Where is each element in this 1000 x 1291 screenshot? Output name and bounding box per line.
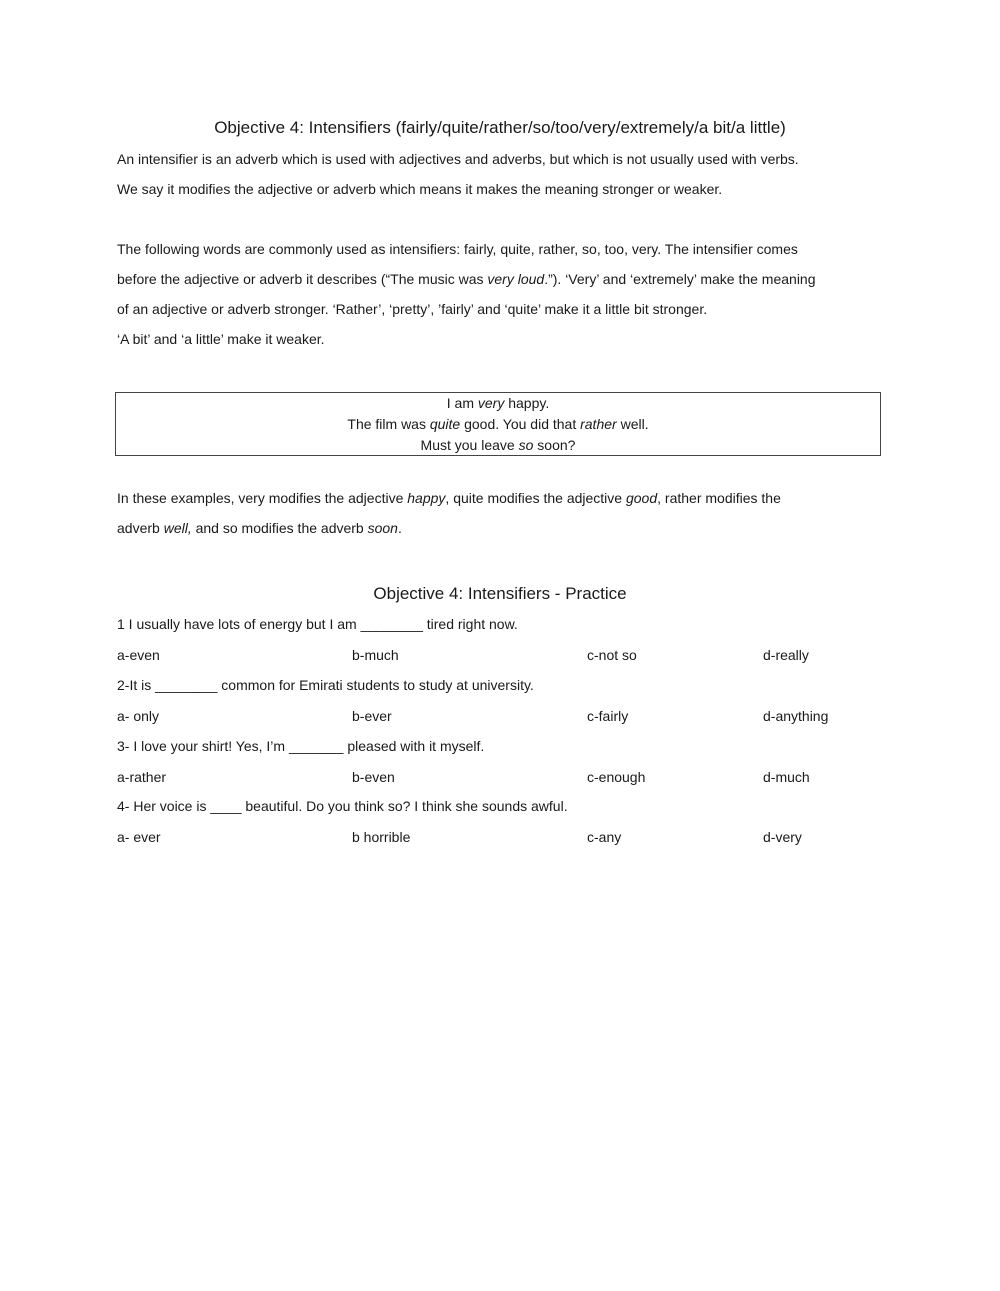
q3-option-d[interactable]: d-much — [763, 769, 810, 785]
q3-option-c[interactable]: c-enough — [587, 769, 646, 785]
q4-option-d[interactable]: d-very — [763, 829, 802, 845]
question-3: 3- I love your shirt! Yes, I’m _______ pleased with it myself. — [117, 738, 485, 754]
q4-option-b[interactable]: b horrible — [352, 829, 411, 845]
q3-option-a[interactable]: a-rather — [117, 769, 167, 785]
practice-title: Objective 4: Intensifiers - Practice — [373, 584, 627, 603]
q3-option-b[interactable]: b-even — [352, 769, 395, 785]
intro-line-2: We say it modifies the adjective or adverb which means it makes the meaning stronger or weaker. — [117, 181, 723, 197]
para2-line-4: ‘A bit’ and ‘a little’ make it weaker. — [117, 331, 325, 347]
explanation-line-1: In these examples, very modifies the adjective happy, quite modifies the adjective good, rather modifies the — [117, 490, 781, 506]
para2-line-3: of an adjective or adverb stronger. ‘Rather’, ‘pretty’, ’fairly’ and ‘quite’ make it a little bit stronger. — [117, 301, 708, 317]
lesson-title: Objective 4: Intensifiers (fairly/quite/rather/so/too/very/extremely/a bit/a little) — [214, 118, 786, 137]
question-4: 4- Her voice is ____ beautiful. Do you think so? I think she sounds awful. — [117, 798, 568, 814]
q2-option-c[interactable]: c-fairly — [587, 708, 629, 724]
q2-option-a[interactable]: a- only — [117, 708, 160, 724]
example-3: Must you leave so soon? — [420, 437, 576, 453]
q1-option-c[interactable]: c-not so — [587, 647, 637, 663]
example-1: I am very happy. — [446, 395, 550, 411]
para2-line-1: The following words are commonly used as intensifiers: fairly, quite, rather, so, too, very. The intensifier comes — [117, 241, 798, 257]
question-1: 1 I usually have lots of energy but I am ________ tired right now. — [117, 616, 518, 632]
explanation-line-2: adverb well, and so modifies the adverb soon. — [117, 520, 402, 536]
q1-option-b[interactable]: b-much — [352, 647, 399, 663]
q1-option-a[interactable]: a-even — [117, 647, 160, 663]
q4-option-a[interactable]: a- ever — [117, 829, 161, 845]
q2-option-d[interactable]: d-anything — [763, 708, 829, 724]
q4-option-c[interactable]: c-any — [587, 829, 622, 845]
intro-line-1: An intensifier is an adverb which is used with adjectives and adverbs, but which is not usually used with verbs. — [117, 151, 799, 167]
q2-option-b[interactable]: b-ever — [352, 708, 392, 724]
question-2: 2-It is ________ common for Emirati students to study at university. — [117, 677, 534, 693]
examples-box — [115, 392, 881, 456]
example-2: The film was quite good. You did that rather well. — [347, 416, 649, 432]
q1-option-d[interactable]: d-really — [763, 647, 809, 663]
para2-line-2: before the adjective or adverb it describes (“The music was very loud.”). ‘Very’ and ‘extremely’ make the meaning — [117, 271, 816, 287]
